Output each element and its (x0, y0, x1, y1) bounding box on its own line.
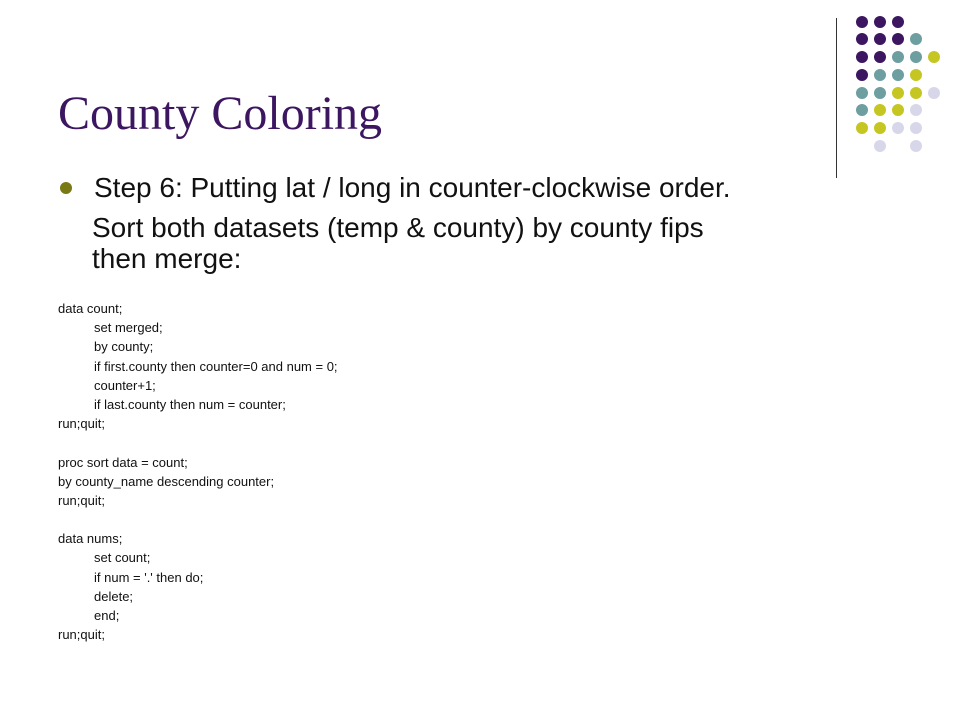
dot (892, 33, 904, 45)
dot (928, 51, 940, 63)
code-line: by county_name descending counter; (58, 473, 275, 489)
slide-title: County Coloring (58, 87, 383, 140)
sub-paragraph (92, 212, 882, 274)
dot (892, 104, 904, 116)
dot (910, 51, 922, 63)
dot (910, 140, 922, 152)
code-block (58, 299, 338, 644)
code-line: if last.county then num = counter; (94, 396, 286, 412)
dot (910, 33, 922, 45)
code-line-blank (58, 510, 338, 529)
dot (892, 122, 904, 134)
code-line: run;quit; (58, 627, 105, 643)
code-line: data count; (58, 301, 123, 316)
dot (856, 51, 868, 63)
code-line: set count; (94, 550, 151, 566)
dot (892, 16, 904, 28)
sub-paragraph-line-2: then merge: (92, 243, 242, 274)
dot (874, 104, 886, 116)
dot (856, 122, 868, 134)
code-line: proc sort data = count; (58, 454, 188, 470)
bullet-item (60, 172, 731, 204)
code-line-blank (58, 433, 338, 452)
code-line: counter+1; (94, 377, 156, 393)
dot (874, 51, 886, 63)
dot (874, 122, 886, 134)
dot (856, 16, 868, 28)
dot (910, 87, 922, 99)
dot (910, 69, 922, 81)
bullet-dot-icon (60, 182, 72, 194)
code-line: set merged; (94, 320, 163, 336)
dot (856, 87, 868, 99)
code-line: delete; (94, 588, 134, 604)
code-line: data nums; (58, 531, 123, 547)
dot (874, 140, 886, 152)
dot (874, 33, 886, 45)
dot (874, 16, 886, 28)
dot (928, 87, 940, 99)
dot (892, 87, 904, 99)
dot (874, 69, 886, 81)
dot (910, 104, 922, 116)
bullet-text: Step 6: Putting lat / long in counter-clockwise order. (94, 172, 731, 203)
dot (892, 69, 904, 81)
code-line: run;quit; (58, 416, 105, 432)
dot (892, 51, 904, 63)
code-line: run;quit; (58, 492, 105, 508)
title-divider-line (836, 18, 837, 178)
code-line: if num = '.' then do; (94, 569, 204, 585)
dot (856, 33, 868, 45)
dot (874, 87, 886, 99)
sub-paragraph-line-1: Sort both datasets (temp & county) by county fips (92, 212, 704, 243)
code-line: if first.county then counter=0 and num = 0; (94, 358, 338, 374)
dot (856, 69, 868, 81)
dot (910, 122, 922, 134)
code-line: by county; (94, 339, 154, 355)
dot (856, 104, 868, 116)
code-line: end; (94, 608, 120, 623)
